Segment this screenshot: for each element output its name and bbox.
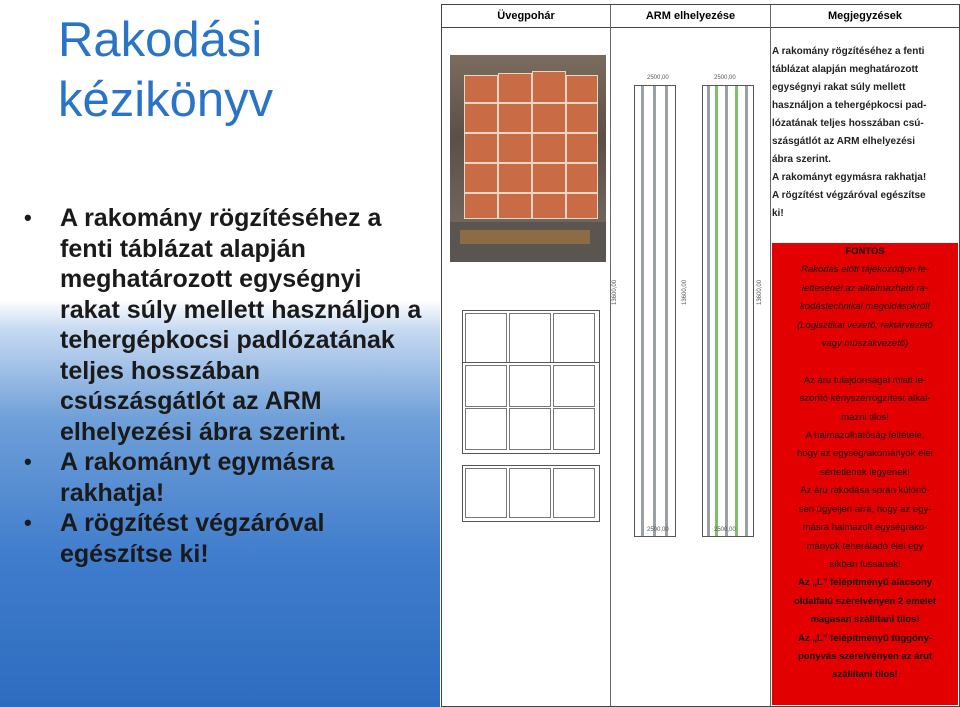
- pallet-cell: [553, 468, 595, 518]
- photo-box: [566, 163, 598, 193]
- bullet-list: [24, 203, 424, 569]
- header-notes: Megjegyzések: [771, 5, 959, 28]
- pallet-diagram: [462, 362, 600, 454]
- pallet-cell: [465, 468, 507, 518]
- arm-strip: [745, 86, 748, 536]
- bullet-dot: •: [24, 510, 32, 535]
- bullet-item: [24, 203, 424, 447]
- warning-line: lettesénél az alkalmazható ra-: [801, 282, 929, 294]
- warning-line: sen ügyeljen arra, hogy az egy-: [798, 503, 932, 515]
- photo-box: [566, 103, 598, 133]
- notes-text: [772, 43, 956, 223]
- note-line: ábra szerint.: [772, 154, 831, 165]
- slide-title: Rakodási kézikönyv: [58, 13, 274, 127]
- photo-box: [498, 133, 532, 163]
- photo-box: [532, 133, 566, 163]
- warning-line: másra halmazolt egységrako-: [802, 522, 928, 534]
- arm-strip: [707, 86, 710, 536]
- warning-line: Rakodás előtt tájékozódjon fe-: [801, 264, 929, 276]
- note-line: ki!: [772, 208, 784, 219]
- photo-box: [532, 71, 566, 103]
- photo-box: [498, 163, 532, 193]
- dimension-label: 2500,00: [647, 75, 669, 81]
- column-divider: [610, 5, 611, 706]
- note-line: egységnyi rakat súly mellett: [772, 82, 906, 93]
- warning-line: (Logisztikai vezető, raktárvezető: [797, 319, 933, 331]
- pallet-cell: [465, 365, 507, 407]
- warning-line: Az áru rakodása során különö-: [800, 485, 930, 497]
- pallet-photo: [450, 55, 606, 262]
- photo-box: [464, 75, 498, 103]
- bullet-item: [24, 508, 424, 569]
- photo-box: [498, 73, 532, 103]
- truck-floor-left: [634, 85, 676, 537]
- pallet-diagram: [462, 310, 600, 367]
- warning-line: hogy az egységrakományok élei: [797, 448, 933, 460]
- pallet-cell: [553, 313, 595, 363]
- note-line: használjon a tehergépkocsi pad-: [772, 100, 927, 111]
- note-line: lózatának teljes hosszában csú-: [772, 118, 924, 129]
- photo-box: [464, 133, 498, 163]
- pallet-cell: [465, 313, 507, 363]
- warning-line: kodástechnikai megoldásokról!: [800, 301, 930, 313]
- header-arm: ARM elhelyezése: [611, 5, 770, 28]
- pallet-cell: [509, 365, 551, 407]
- warning-line: magasan szállítani tilos!: [810, 614, 920, 626]
- arm-strip: [653, 86, 656, 536]
- column-divider: [770, 5, 771, 706]
- arm-strip-green: [735, 86, 738, 536]
- dimension-label: 2500,00: [714, 75, 736, 81]
- warning-line: Az áru tulajdonságai miatt le-: [803, 374, 927, 386]
- arm-strip: [665, 86, 668, 536]
- dimension-label: 2500,00: [714, 527, 736, 533]
- warning-line: vagy műszakvezető): [821, 338, 909, 350]
- note-line: A rakomány rögzítéséhez a fenti: [772, 46, 925, 57]
- bullet-item: [24, 447, 424, 508]
- warning-line: FONTOS: [845, 246, 885, 257]
- pallet-cell: [553, 365, 595, 407]
- bullet-dot: •: [24, 449, 32, 474]
- note-line: A rögzítést végzáróval egészítse: [772, 190, 926, 201]
- photo-box: [566, 193, 598, 219]
- warning-line: mazni tilos!: [841, 411, 889, 423]
- warning-line: ponyvás szerelvényen az árut: [797, 650, 933, 662]
- photo-box: [566, 133, 598, 163]
- truck-floor-right: [702, 85, 754, 537]
- dimension-label: 13600,00: [757, 279, 763, 305]
- warning-line: Az „L” felépítményű alacsony: [797, 577, 933, 589]
- warning-box: [772, 243, 958, 705]
- header-glass: Üvegpohár: [442, 5, 610, 28]
- warning-line: mányok teherátadó élei egy: [806, 540, 924, 552]
- photo-box: [532, 163, 566, 193]
- photo-box: [532, 193, 566, 219]
- pallet-cell: [465, 408, 507, 450]
- loading-table: [441, 4, 960, 707]
- arm-strip-green: [715, 86, 718, 536]
- warning-line: sértetlenek legyenek!: [820, 466, 910, 478]
- warning-line: Az „L” felépítményű függöny-: [797, 632, 933, 644]
- photo-pallet: [460, 230, 590, 244]
- arm-strip: [641, 86, 644, 536]
- warning-line: síkban fussanak!: [829, 558, 901, 570]
- warning-line: [772, 353, 958, 371]
- warning-line: szorító kényszerrögzítést alkal-: [799, 393, 931, 405]
- note-line: táblázat alapján meghatározott: [772, 64, 919, 75]
- warning-line: A halmazolhatóság feltétele,: [805, 430, 925, 442]
- bullet-dot: •: [24, 205, 32, 230]
- pallet-cell: [509, 468, 551, 518]
- dimension-label: 13600,00: [612, 279, 618, 305]
- photo-box: [532, 103, 566, 133]
- pallet-diagram: [462, 465, 600, 522]
- photo-box: [498, 103, 532, 133]
- pallet-cell: [553, 408, 595, 450]
- photo-box: [566, 75, 598, 103]
- pallet-cell: [509, 408, 551, 450]
- bullet-text: A rakomány rögzítéséhez a fenti táblázat alapján meghatározott egységnyi rakat súly mellett használjon a tehergépkocsi padlózatának teljes hosszában csúszásgátlót az ARM elhelyezési ábra szerint.: [60, 204, 422, 446]
- photo-box: [464, 193, 498, 219]
- arm-strip: [725, 86, 728, 536]
- pallet-cell: [509, 313, 551, 363]
- warning-line: szállítani tilos!: [832, 669, 898, 681]
- note-line: A rakományt egymásra rakhatja!: [772, 172, 927, 183]
- photo-box: [464, 163, 498, 193]
- bullet-text: A rögzítést végzáróval egészítse ki!: [60, 509, 325, 568]
- photo-box: [498, 193, 532, 219]
- bullet-text: A rakományt egymásra rakhatja!: [60, 448, 335, 507]
- warning-line: oldalfalú szerelvényen 2 emelet: [793, 595, 937, 607]
- note-line: szásgátlót az ARM elhelyezési: [772, 136, 916, 147]
- photo-box: [464, 103, 498, 133]
- dimension-label: 2500,00: [647, 527, 669, 533]
- dimension-label: 13600,00: [682, 279, 688, 305]
